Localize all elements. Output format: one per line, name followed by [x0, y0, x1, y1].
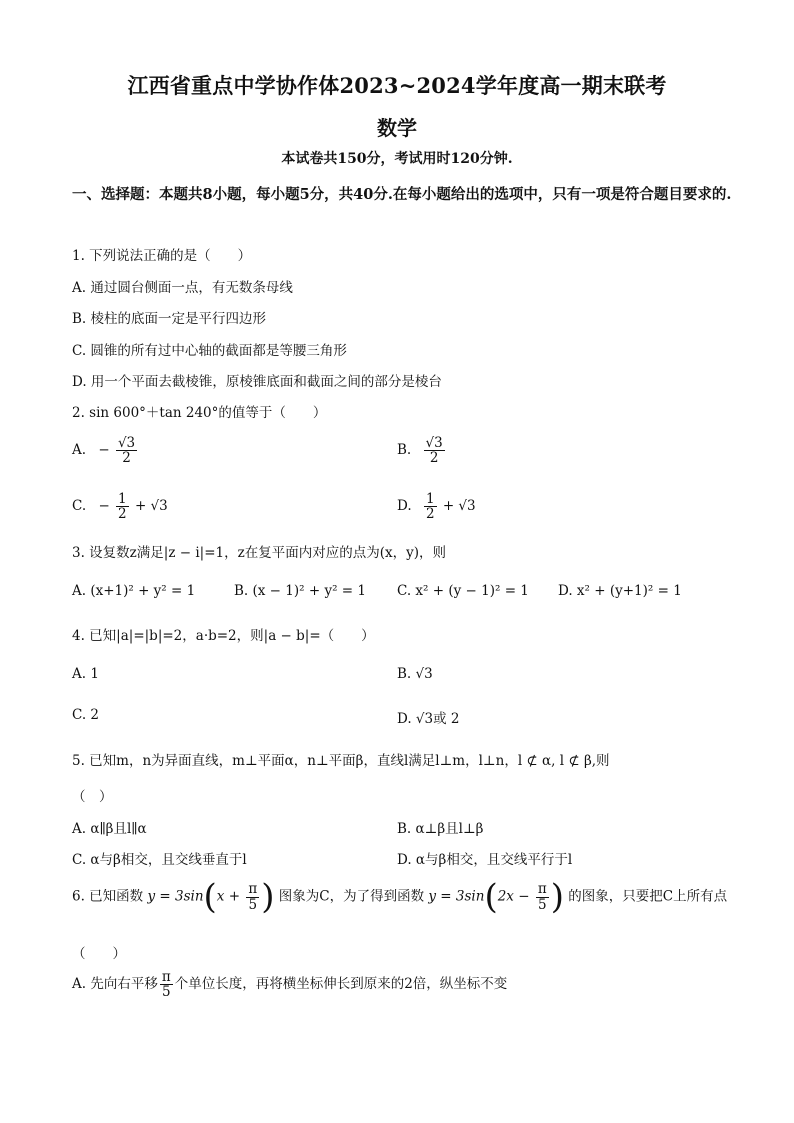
q2-option-b	[397, 436, 447, 465]
function-1-arg: x +	[216, 888, 245, 905]
q4-option-b: B. √3	[397, 666, 433, 682]
numerator: 1	[118, 491, 127, 507]
q5-stem: 5. 已知m，n为异面直线，m⊥平面α，n⊥平面β，直线l满足l⊥m，l⊥n，l ⊄ α, l ⊄ β,则	[72, 753, 610, 769]
denominator: 2	[122, 450, 131, 467]
option-label: C.	[72, 498, 87, 515]
q2-option-a	[72, 436, 139, 465]
denominator: 2	[425, 506, 435, 523]
function-2: y = 3sin	[428, 888, 485, 905]
numerator: √3	[425, 435, 443, 451]
option-label: D.	[397, 498, 412, 515]
numerator: π	[161, 969, 171, 985]
q3-stem: 3. 设复数z满足|z − i|=1，z在复平面内对应的点为(x，y)，则	[72, 545, 446, 561]
tail-term: + √3	[134, 498, 168, 515]
option-text: 个单位长度，再将横坐标伸长到原来的2倍，纵坐标不变	[174, 976, 508, 993]
numerator: π	[248, 881, 258, 898]
q5-option-c: C. α与β相交，且交线垂直于l	[72, 852, 247, 868]
denominator: 2	[118, 506, 127, 523]
q2-option-d	[397, 492, 476, 521]
numerator: √3	[117, 435, 136, 451]
stem-text: 的图象，只要把C上所有点	[568, 888, 728, 905]
subject-title: 数学	[377, 116, 417, 140]
numerator: 1	[425, 491, 435, 507]
q6-option-a	[72, 970, 507, 999]
q1-option-a: A. 通过圆台侧面一点，有无数条母线	[72, 280, 293, 296]
q2-option-c	[72, 492, 168, 521]
paren-close: )	[550, 877, 564, 917]
fraction	[536, 882, 549, 911]
q5-option-d: D. α与β相交，且交线平行于l	[397, 852, 573, 868]
q1-option-d: D. 用一个平面去截棱锥，原棱锥底面和截面之间的部分是棱台	[72, 374, 442, 390]
q1-option-c: C. 圆锥的所有过中心轴的截面都是等腰三角形	[72, 343, 347, 359]
q4-option-a: A. 1	[72, 666, 99, 682]
function-2-arg: 2x −	[497, 888, 534, 905]
section-heading: 一、选择题：本题共8小题，每小题5分，共40分.在每小题给出的选项中，只有一项是符合题目要求的.	[72, 186, 732, 203]
minus-sign: −	[98, 498, 110, 515]
q1-option-b: B. 棱柱的底面一定是平行四边形	[72, 311, 267, 327]
exam-title: 江西省重点中学协作体2023~2024学年度高一期末联考	[127, 73, 667, 98]
paren-open: (	[203, 877, 217, 917]
q6-blank: （ ）	[72, 946, 126, 962]
denominator: 5	[537, 896, 547, 913]
function-1: y = 3sin	[147, 888, 204, 905]
denominator: 5	[248, 896, 258, 913]
option-label: B.	[397, 442, 412, 459]
q5-option-a: A. α∥β且l∥α	[72, 821, 147, 837]
q3-option-d: D. x² + (y+1)² = 1	[558, 583, 682, 599]
option-label: A.	[72, 442, 87, 459]
fraction	[116, 492, 129, 521]
denominator: 2	[429, 450, 439, 467]
denominator: 5	[161, 984, 171, 1001]
q4-option-d: D. √3或 2	[397, 711, 460, 727]
tail-term: + √3	[442, 498, 476, 515]
fraction	[116, 436, 137, 465]
q6-stem	[72, 877, 728, 917]
q3-option-a: A. (x+1)² + y² = 1	[72, 583, 196, 599]
q3-option-b: B. (x − 1)² + y² = 1	[234, 583, 366, 599]
q5-option-b: B. α⊥β且l⊥β	[397, 821, 484, 837]
q4-stem: 4. 已知|a|=|b|=2，a·b=2，则|a − b|=（ ）	[72, 628, 375, 644]
stem-text: 图象为C，为了得到函数	[278, 888, 425, 905]
fraction	[246, 882, 259, 911]
option-text: A. 先向右平移	[72, 976, 158, 993]
q1-stem: 1. 下列说法正确的是（ ）	[72, 248, 252, 264]
paren-close: )	[261, 877, 275, 917]
fraction	[160, 970, 173, 999]
fraction	[424, 492, 437, 521]
stem-text: 6. 已知函数	[72, 888, 144, 905]
q4-option-c: C. 2	[72, 707, 100, 723]
exam-note: 本试卷共150分，考试用时120分钟.	[281, 151, 513, 167]
q3-option-c: C. x² + (y − 1)² = 1	[397, 583, 529, 599]
q2-stem: 2. sin 600°＋tan 240°的值等于（ ）	[72, 405, 327, 421]
fraction	[424, 436, 445, 465]
minus-sign: −	[98, 442, 110, 459]
q5-blank: （ ）	[72, 789, 113, 805]
paren-open: (	[484, 877, 498, 917]
numerator: π	[537, 881, 547, 898]
